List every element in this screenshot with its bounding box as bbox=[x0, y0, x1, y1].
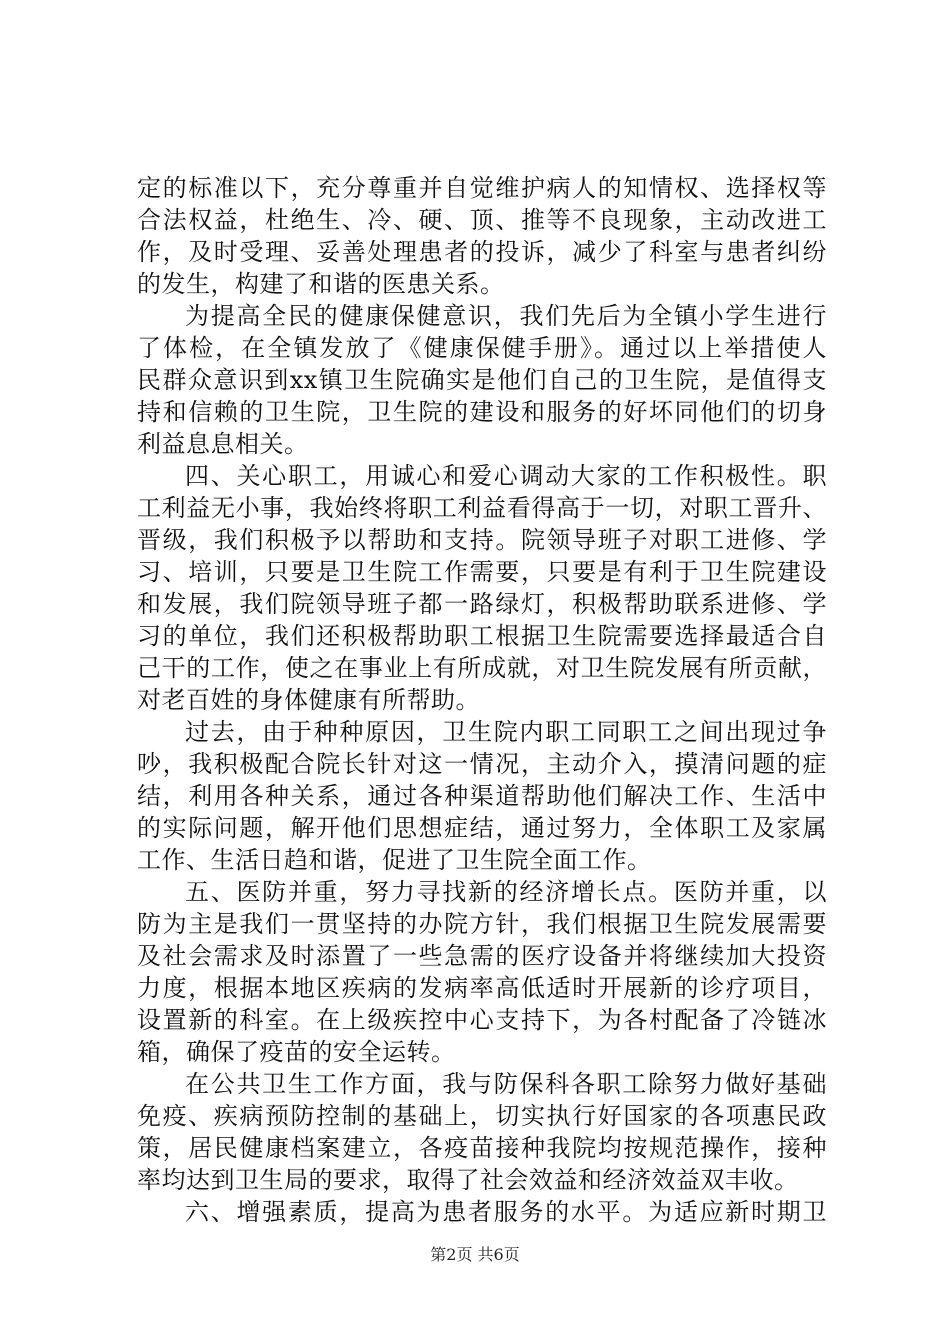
text-line: 习的单位，我们还积极帮助职工根据卫生院需要选择最适合自 bbox=[137, 622, 827, 650]
text-line: 在公共卫生工作方面，我与防保科各职工除努力做好基础 bbox=[185, 1070, 827, 1098]
text-line: 工作、生活日趋和谐，促进了卫生院全面工作。 bbox=[137, 846, 652, 874]
page-number-footer: 第2页 共6页 bbox=[430, 1245, 520, 1264]
text-line: 免疫、疾病预防控制的基础上，切实执行好国家的各项惠民政 bbox=[137, 1102, 827, 1130]
text-line: 对老百姓的身体健康有所帮助。 bbox=[137, 686, 480, 714]
text-line: 过去，由于种种原因，卫生院内职工同职工之间出现过争 bbox=[185, 718, 827, 746]
text-line: 的发生，构建了和谐的医患关系。 bbox=[137, 270, 505, 298]
text-line: 作，及时受理、妥善处理患者的投诉，减少了科室与患者纠纷 bbox=[137, 238, 827, 266]
text-line: 及社会需求及时添置了一些急需的医疗设备并将继续加大投资 bbox=[137, 942, 827, 970]
text-line: 吵，我积极配合院长针对这一情况，主动介入，摸清问题的症 bbox=[137, 750, 827, 778]
text-line: 防为主是我们一贯坚持的办院方针，我们根据卫生院发展需要 bbox=[137, 910, 827, 938]
text-line: 四、关心职工，用诚心和爱心调动大家的工作积极性。职 bbox=[185, 462, 827, 490]
text-line: 结，利用各种关系，通过各种渠道帮助他们解决工作、生活中 bbox=[137, 782, 827, 810]
document-body bbox=[137, 172, 827, 1228]
text-line: 民群众意识到xx镇卫生院确实是他们自己的卫生院，是值得支 bbox=[137, 366, 827, 394]
text-line: 力度，根据本地区疾病的发病率高低适时开展新的诊疗项目， bbox=[137, 974, 827, 1002]
text-line: 箱，确保了疫苗的安全运转。 bbox=[137, 1038, 456, 1066]
text-line: 习、培训，只要是卫生院工作需要，只要是有利于卫生院建设 bbox=[137, 558, 827, 586]
text-line: 设置新的科室。在上级疾控中心支持下，为各村配备了冷链冰 bbox=[137, 1006, 827, 1034]
text-line: 利益息息相关。 bbox=[137, 430, 309, 458]
text-line: 为提高全民的健康保健意识，我们先后为全镇小学生进行 bbox=[185, 302, 827, 330]
text-line: 五、医防并重，努力寻找新的经济增长点。医防并重，以 bbox=[185, 878, 827, 906]
text-line: 和发展，我们院领导班子都一路绿灯，积极帮助联系进修、学 bbox=[137, 590, 827, 618]
text-line: 合法权益，杜绝生、冷、硬、顶、推等不良现象，主动改进工 bbox=[137, 206, 827, 234]
text-line: 定的标准以下，充分尊重并自觉维护病人的知情权、选择权等 bbox=[137, 174, 827, 202]
text-line: 己干的工作，使之在事业上有所成就，对卫生院发展有所贡献， bbox=[137, 654, 827, 682]
text-line: 的实际问题，解开他们思想症结，通过努力，全体职工及家属 bbox=[137, 814, 827, 842]
text-line: 六、增强素质，提高为患者服务的水平。为适应新时期卫 bbox=[185, 1198, 827, 1226]
text-line: 了体检，在全镇发放了《健康保健手册》。通过以上举措使人 bbox=[137, 334, 827, 362]
text-line: 持和信赖的卫生院，卫生院的建设和服务的好坏同他们的切身 bbox=[137, 398, 827, 426]
text-line: 晋级，我们积极予以帮助和支持。院领导班子对职工进修、学 bbox=[137, 526, 827, 554]
text-line: 率均达到卫生局的要求，取得了社会效益和经济效益双丰收。 bbox=[137, 1166, 799, 1194]
text-line: 工利益无小事，我始终将职工利益看得高于一切，对职工晋升、 bbox=[137, 494, 827, 522]
text-line: 策，居民健康档案建立，各疫苗接种我院均按规范操作，接种 bbox=[137, 1134, 827, 1162]
